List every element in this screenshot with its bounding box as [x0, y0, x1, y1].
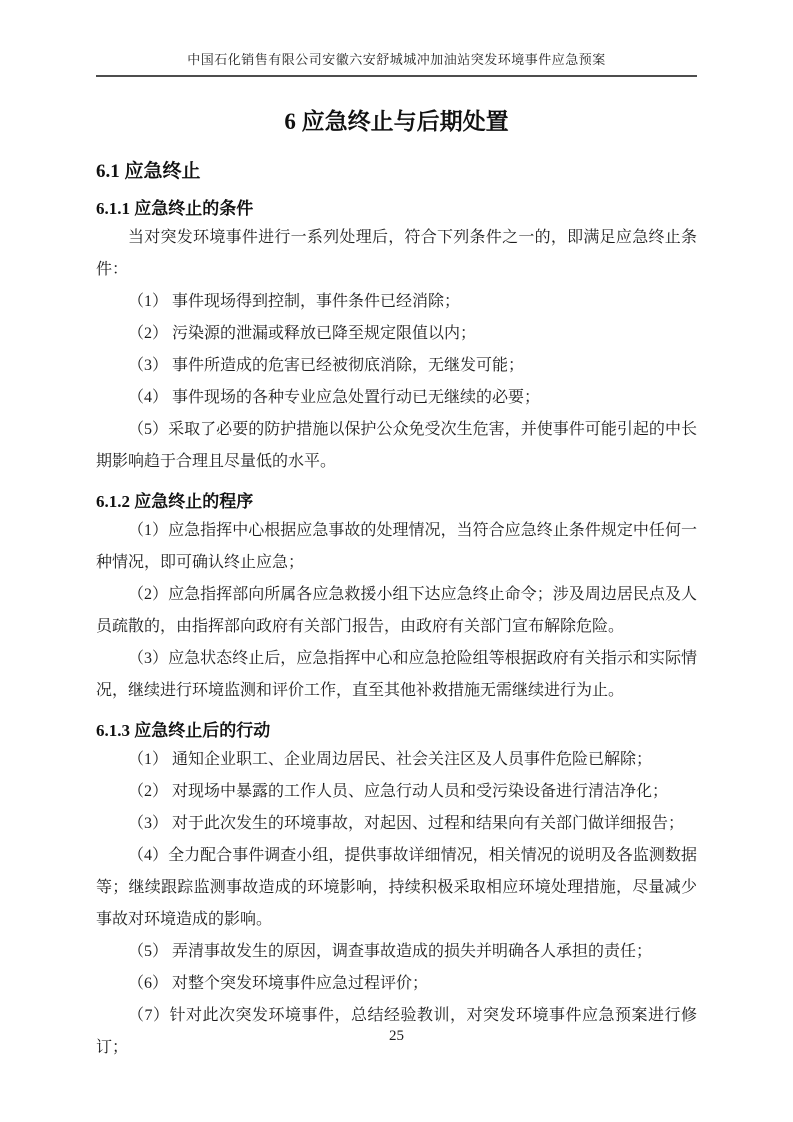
- header-divider: [96, 75, 697, 77]
- subsection-heading-6-1-2: 6.1.2 应急终止的程序: [96, 492, 254, 511]
- header-document-title: 中国石化销售有限公司安徽六安舒城城冲加油站突发环境事件应急预案: [187, 52, 606, 67]
- list-item-6-1-1-3: （3） 事件所造成的危害已经被彻底消除，无继发可能；: [128, 357, 525, 374]
- list-item-6-1-2-2: （2）应急指挥部向所属各应急救援小组下达应急终止命令；涉及周边居民点及人员疏散的，由指挥部向政府有关部门报告，由政府有关部门宣布解除危险。: [96, 586, 697, 635]
- list-item-6-1-3-1: （1） 通知企业职工、企业周边居民、社会关注区及人员事件危险已解除；: [128, 751, 653, 768]
- list-item-6-1-1-2: （2） 污染源的泄漏或释放已降至规定限值以内；: [128, 325, 477, 342]
- list-item-6-1-3-2: （2） 对现场中暴露的工作人员、应急行动人员和受污染设备进行清洁净化；: [128, 783, 669, 800]
- section-heading-6-1: 6.1 应急终止: [96, 161, 201, 182]
- subsection-heading-6-1-3: 6.1.3 应急终止后的行动: [96, 721, 271, 740]
- list-item-6-1-3-3: （3） 对于此次发生的环境事故，对起因、过程和结果向有关部门做详细报告；: [128, 815, 685, 832]
- subsection-heading-6-1-1: 6.1.1 应急终止的条件: [96, 199, 254, 218]
- page-header: [96, 0, 697, 77]
- list-item-6-1-1-5: （5）采取了必要的防护措施以保护公众免受次生危害，并使事件可能引起的中长期影响趋于合理且尽量低的水平。: [96, 421, 697, 470]
- list-item-6-1-2-3: （3）应急状态终止后，应急指挥中心和应急抢险组等根据政府有关指示和实际情况，继续进行环境监测和评价工作，直至其他补救措施无需继续进行为止。: [96, 650, 697, 699]
- paragraph-6-1-1-intro: 当对突发环境事件进行一系列处理后，符合下列条件之一的，即满足应急终止条件：: [96, 229, 697, 278]
- list-item-6-1-3-4: （4）全力配合事件调查小组，提供事故详细情况，相关情况的说明及各监测数据等；继续跟踪监测事故造成的环境影响，持续积极采取相应环境处理措施，尽量减少事故对环境造成的影响。: [96, 847, 697, 928]
- list-item-6-1-1-1: （1） 事件现场得到控制，事件条件已经消除；: [128, 293, 461, 310]
- list-item-6-1-3-6: （6） 对整个突发环境事件应急过程评价；: [128, 975, 429, 992]
- list-item-6-1-2-1: （1）应急指挥中心根据应急事故的处理情况，当符合应急终止条件规定中任何一种情况，即可确认终止应急；: [96, 522, 697, 571]
- chapter-title: 6 应急终止与后期处置: [284, 109, 509, 134]
- list-item-6-1-3-5: （5） 弄清事故发生的原因，调查事故造成的损失并明确各人承担的责任；: [128, 943, 653, 960]
- page-number: 25: [389, 1028, 404, 1044]
- list-item-6-1-1-4: （4） 事件现场的各种专业应急处置行动已无继续的必要；: [128, 389, 541, 406]
- list-item-6-1-3-7: （7）针对此次突发环境事件，总结经验教训，对突发环境事件应急预案进行修订；: [96, 1007, 697, 1056]
